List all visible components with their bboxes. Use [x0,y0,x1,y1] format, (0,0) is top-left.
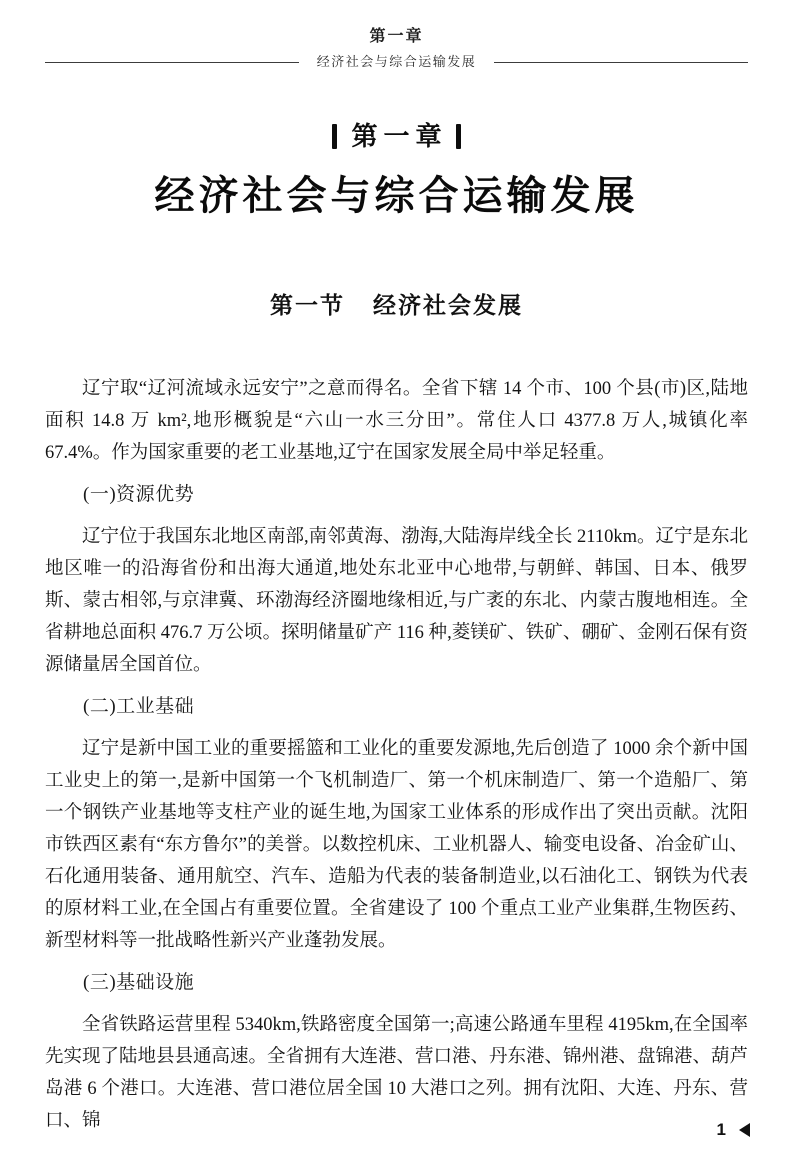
section-label: 第一节 [270,292,345,318]
paragraph-resource-advantages: 辽宁位于我国东北地区南部,南邻黄海、渤海,大陆海岸线全长 2110km。辽宁是东北地区唯一的沿海省份和出海大通道,地处东北亚中心地带,与朝鲜、韩国、日本、俄罗斯、蒙古相邻,与京津冀、环渤海经济圈地缘相近,与广袤的东北、内蒙古腹地相连。全省耕地总面积 476.7 万公顷。探明储量矿产 116 种,菱镁矿、铁矿、硼矿、金刚石保有资源储量居全国首位。 [45,527,748,675]
subheading-resource-advantages: (一)资源优势 [83,484,195,505]
subheading-industrial-base: (二)工业基础 [83,696,195,717]
page-corner-marker-icon [739,1123,750,1137]
section-title-text: 经济社会发展 [373,292,523,318]
running-head-rule-left [45,62,299,63]
page-number: 1 [716,1120,726,1139]
section-title [45,289,748,321]
body-text [45,373,748,1137]
chapter-badge-bar-left-icon [332,124,337,149]
paragraph-industrial-base: 辽宁是新中国工业的重要摇篮和工业化的重要发源地,先后创造了 1000 余个新中国工业史上的第一,是新中国第一个飞机制造厂、第一个机床制造厂、第一个造船厂、第一个钢铁产业基地等支柱产业的诞生地,为国家工业体系的形成作出了突出贡献。沈阳市铁西区素有“东方鲁尔”的美誉。以数控机床、工业机器人、输变电设备、冶金矿山、石化通用装备、通用航空、汽车、造船为代表的装备制造业,以石油化工、钢铁为代表的原材料工业,在全国占有重要位置。全省建设了 100 个重点工业产业集群,生物医药、新型材料等一批战略性新兴产业蓬勃发展。 [45,739,748,951]
running-head-row [45,53,748,71]
running-head-rule-right [494,62,748,63]
chapter-badge [45,119,748,153]
chapter-badge-bar-right-icon [456,124,461,149]
subheading-infrastructure: (三)基础设施 [83,972,195,993]
chapter-title: 经济社会与综合运输发展 [154,174,639,218]
running-head-chapter: 第一章 [369,28,424,45]
chapter-badge-label: 第一章 [351,121,448,151]
paragraph-infrastructure: 全省铁路运营里程 5340km,铁路密度全国第一;高速公路通车里程 4195km,在全国率先实现了陆地县县通高速。全省拥有大连港、营口港、丹东港、锦州港、盘锦港、葫芦岛港 6 个港口。大连港、营口港位居全国 10 大港口之列。拥有沈阳、大连、丹东、营口、锦 [45,1015,749,1131]
paragraph-overview: 辽宁取“辽河流域永远安宁”之意而得名。全省下辖 14 个市、100 个县(市)区,陆地面积 14.8 万 km²,地形概貌是“六山一水三分田”。常住人口 4377.8 万人,城镇化率 67.4%。作为国家重要的老工业基地,辽宁在国家发展全局中举足轻重。 [45,379,748,463]
running-head-title: 经济社会与综合运输发展 [316,54,477,69]
page-footer [717,1121,750,1138]
